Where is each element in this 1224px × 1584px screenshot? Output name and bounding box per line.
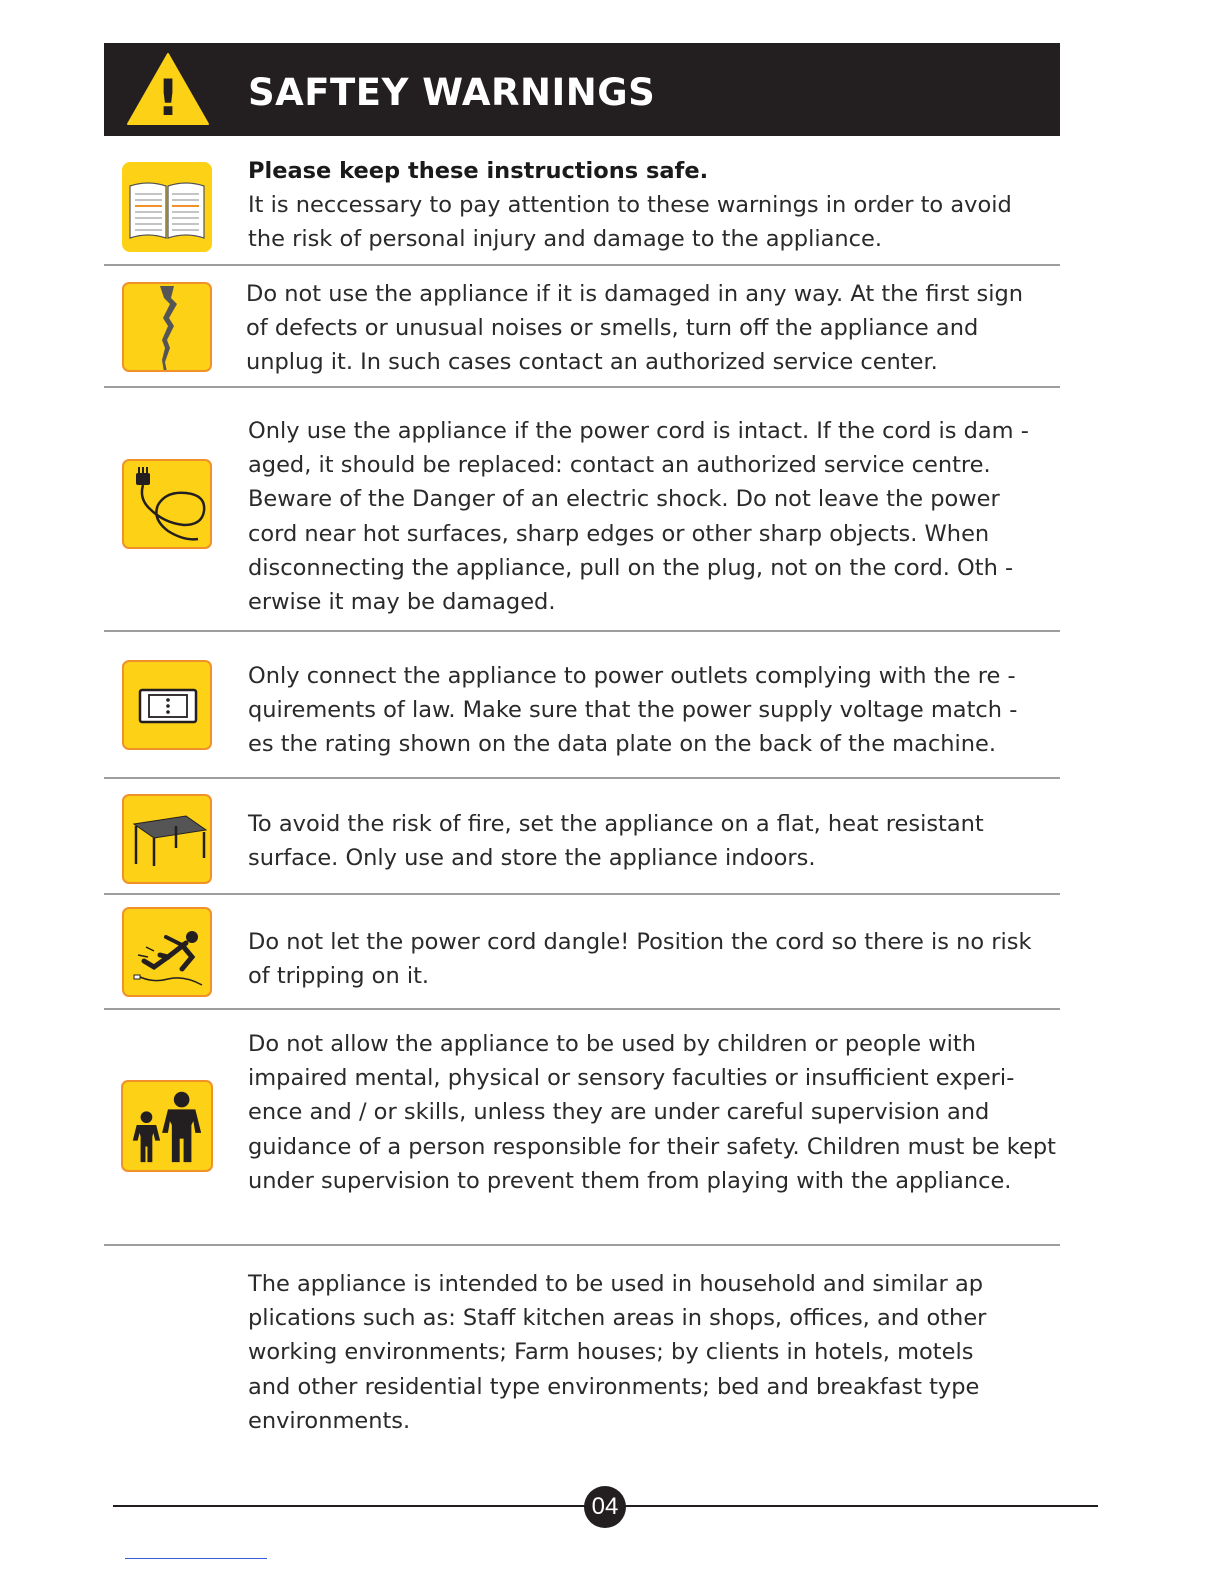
section-children: Do not allow the appliance to be used by children or people with impaired mental, physical or sensory faculties or insufficient experi- ence and / or skills, unless they are under careful supervision and guidance of a person responsible for their safety. Children must be kept under supervision to prevent them from playing with the appliance. (248, 1031, 1056, 1194)
divider (104, 777, 1060, 779)
footer-rule-right (618, 1505, 1098, 1507)
section-heading: Please keep these instructions safe. (248, 158, 709, 184)
divider (104, 264, 1060, 266)
section-tripping: Do not let the power cord dangle! Position the cord so there is no risk of tripping on it. (248, 929, 1032, 990)
page-title: SAFTEY WARNINGS (248, 71, 656, 114)
section-power-outlets: Only connect the appliance to power outlets complying with the re - quirements of law. Make sure that the power supply voltage match - es the rating shown on the data plate on the back of the machine. (248, 663, 1018, 758)
header-banner (104, 43, 1060, 136)
adult-and-child-icon (121, 1080, 213, 1172)
page-number: 04 (584, 1486, 626, 1528)
section-keep-instructions: Please keep these instructions safe. It is neccessary to pay attention to these warnings in order to avoid the risk of personal injury and damage to the appliance. (248, 154, 1088, 257)
open-book-icon (122, 162, 212, 252)
divider (104, 630, 1060, 632)
blue-underline (125, 1558, 267, 1559)
table-icon (122, 794, 212, 884)
section-flat-surface: To avoid the risk of fire, set the appliance on a flat, heat resistant surface. Only use and store the appliance indoors. (248, 811, 984, 872)
svg-text:!: ! (156, 69, 180, 127)
tripping-person-icon (122, 907, 212, 997)
section-power-cord: Only use the appliance if the power cord is intact. If the cord is dam - aged, it should be replaced: contact an authorized service centre. Beware of the Danger of an electric shock. Do not leave the power cord near hot surfaces, sharp edges or other sharp objects. When disconnecting the appliance, pull on the plug, not on the cord. Oth - erwise it may be damaged. (248, 418, 1029, 616)
crack-icon (122, 282, 212, 372)
footer-rule-left (113, 1505, 593, 1507)
warning-triangle-icon (126, 51, 210, 127)
divider (104, 893, 1060, 895)
divider (104, 1008, 1060, 1010)
divider (104, 1244, 1060, 1246)
power-cord-icon (122, 459, 212, 549)
section-intended-use: The appliance is intended to be used in household and similar ap plications such as: Staff kitchen areas in shops, offices, and other working environments; Farm houses; by clients in hotels, motels and other residential type environments; bed and breakfast type environments. (248, 1271, 987, 1434)
section-damaged: Do not use the appliance if it is damaged in any way. At the first sign of defects or unusual noises or smells, turn off the appliance and unplug it. In such cases contact an authorized service center. (246, 281, 1024, 376)
divider (104, 386, 1060, 388)
power-outlet-icon (122, 660, 212, 750)
